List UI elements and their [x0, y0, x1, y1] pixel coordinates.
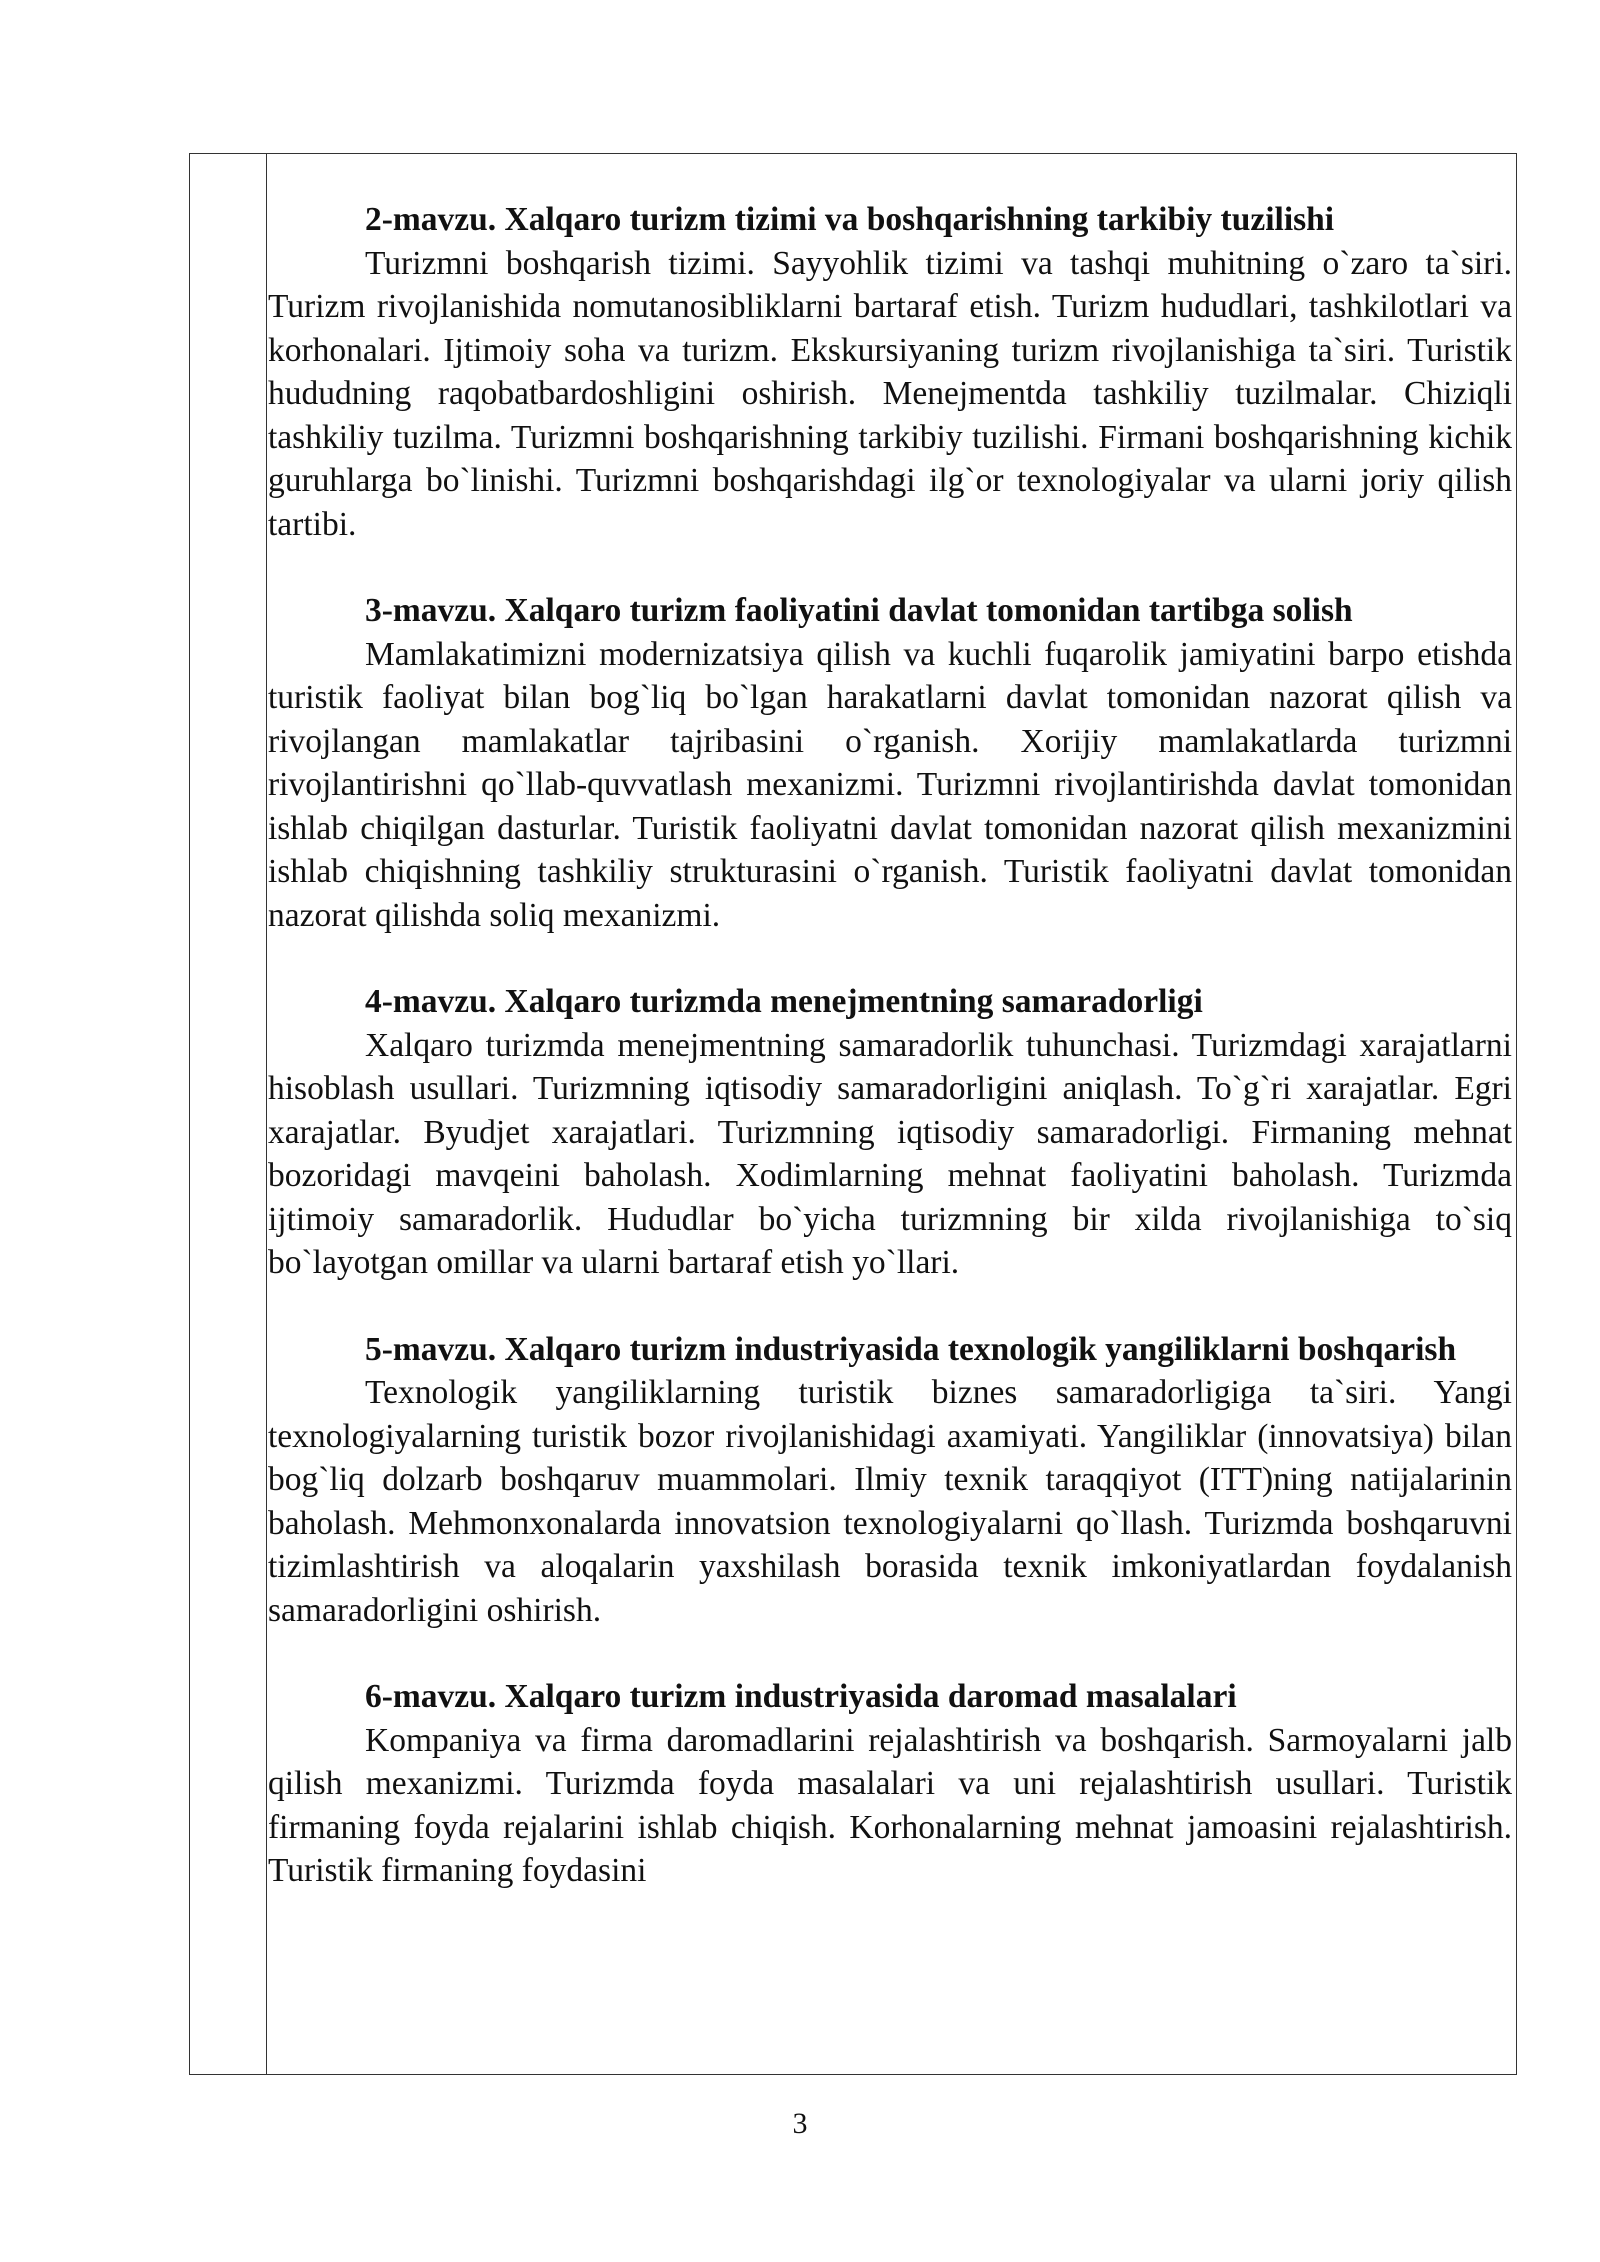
section-body: Texnologik yangiliklarning turistik biznes samaradorligiga ta`siri. Yangi texnologiyalarning turistik bozor rivojlanishidagi axamiyati. Yangiliklar (innovatsiya) bilan bog`liq dolzarb boshqaruv muammolari. Ilmiy texnik taraqqiyot (ITT)ning natijalarinin baholash. Mehmonxonalarda innovatsion texnologiyalarni qo`llash. Turizmda boshqaruvni tizimlashtirish va aloqalarin yaxshilash borasida texnik imkoniyatlardan foydalanish samaradorligini oshirish.	[268, 1374, 1512, 1629]
content-table	[189, 153, 1517, 2075]
section-topic-3	[268, 589, 1514, 937]
section-topic-5	[268, 1328, 1514, 1633]
section-title: 6-mavzu. Xalqaro turizm industriyasida daromad masalalari	[365, 1678, 1237, 1715]
section-topic-4	[268, 980, 1514, 1285]
section-body: Mamlakatimizni modernizatsiya qilish va kuchli fuqarolik jamiyatini barpo etishda turistik faoliyat bilan bog`liq bo`lgan harakatlarni davlat tomonidan nazorat qilish va rivojlangan mamlakatlar tajribasini o`rganish. Xorijiy mamlakatlarda turizmni rivojlantirishni qo`llab-quvvatlash mexanizmi. Turizmni rivojlantirishda davlat tomonidan ishlab chiqilgan dasturlar. Turistik faoliyatni davlat tomonidan nazorat qilish mexanizmini ishlab chiqishning tashkiliy strukturasini o`rganish. Turistik faoliyatni davlat tomonidan nazorat qilishda soliq mexanizmi.	[268, 635, 1512, 934]
page-number: 3	[792, 2107, 808, 2140]
section-title: 3-mavzu. Xalqaro turizm faoliyatini davlat tomonidan tartibga solish	[365, 592, 1353, 629]
section-title: 4-mavzu. Xalqaro turizmda menejmentning samaradorligi	[365, 983, 1203, 1020]
table-left-column	[190, 154, 267, 2074]
section-topic-6	[268, 1675, 1514, 1893]
section-title: 2-mavzu. Xalqaro turizm tizimi va boshqarishning tarkibiy tuzilishi	[365, 201, 1335, 238]
section-topic-2	[268, 198, 1514, 546]
section-body: Kompaniya va firma daromadlarini rejalashtirish va boshqarish. Sarmoyalarni jalb qilish mexanizmi. Turizmda foyda masalalari va uni rejalashtirish usullari. Turistik firmaning foyda rejalarini ishlab chiqish. Korhonalarning mehnat jamoasini rejalashtirish. Turistik firmaning foydasini	[268, 1721, 1512, 1889]
section-title: 5-mavzu. Xalqaro turizm industriyasida texnologik yangiliklarni boshqarish	[365, 1330, 1457, 1368]
section-body: Xalqaro turizmda menejmentning samaradorlik tuhunchasi. Turizmdagi xarajatlarni hisoblash usullari. Turizmning iqtisodiy samaradorligini aniqlash. To`g`ri xarajatlar. Egri xarajatlar. Byudjet xarajatlari. Turizmning iqtisodiy samaradorligi. Firmaning mehnat bozoridagi mavqeini baholash. Xodimlarning mehnat faoliyatini baholash. Turizmda ijtimoiy samaradorlik. Hududlar bo`yicha turizmning bir xilda rivojlanishiga to`siq bo`layotgan omillar va ularni bartaraf etish yo`llari.	[268, 1026, 1512, 1281]
table-content-cell	[268, 198, 1514, 1936]
section-body: Turizmni boshqarish tizimi. Sayyohlik tizimi va tashqi muhitning o`zaro ta`siri. Turizm rivojlanishida nomutanosibliklarni bartaraf etish. Turizm hududlari, tashkilotlari va korhonalari. Ijtimoiy soha va turizm. Ekskursiyaning turizm rivojlanishiga ta`siri. Turistik hududning raqobatbardoshligini oshirish. Menejmentda tashkiliy tuzilmalar. Chiziqli tashkiliy tuzilma. Turizmni boshqarishning tarkibiy tuzilishi. Firmani boshqarishning kichik guruhlarga bo`linishi. Turizmni boshqarishdagi ilg`or texnologiyalar va ularni joriy qilish tartibi.	[268, 244, 1512, 543]
